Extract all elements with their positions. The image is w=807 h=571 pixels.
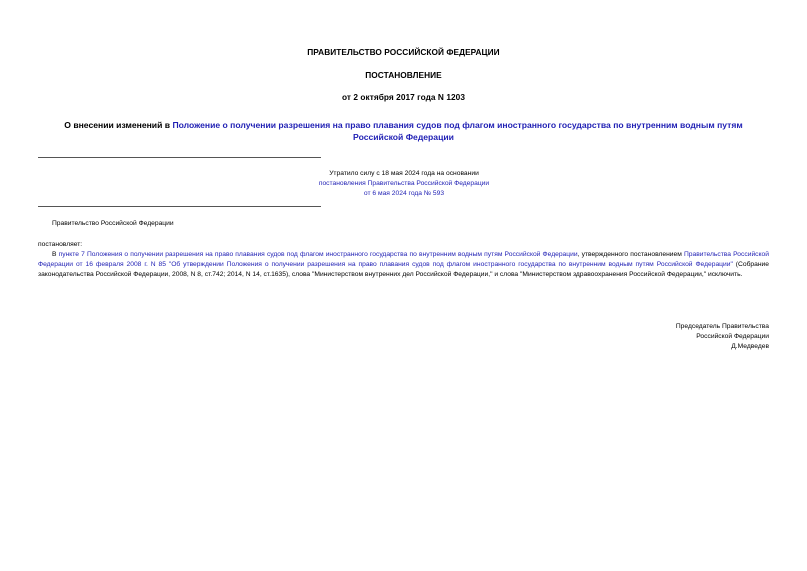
date-number: от 2 октября 2017 года N 1203	[342, 92, 465, 102]
expired-note-line: Утратило силу с 18 мая 2024 года на основании	[329, 170, 479, 177]
expired-note-link-1[interactable]: постановления Правительства Российской Федерации	[318, 180, 490, 187]
paragraph-start: В	[52, 251, 59, 258]
signature-block	[676, 322, 769, 352]
expired-note-link-2[interactable]: от 6 мая 2024 года № 593	[363, 190, 445, 197]
signature-position: Председатель Правительства	[675, 323, 769, 330]
paragraph-end: (Собрание законодательства Российской Федерации, 2008, N 8, ст.742; 2014, N 14, ст.1635), слова "Министерством внутренних дел Российской Федерации," и слова "Министерством здравоохранения Российской Федерации," исключить.	[38, 261, 769, 278]
main-paragraph	[38, 250, 769, 280]
paragraph-link-1[interactable]: пункте 7 Положения о получении разрешения на право плавания судов под флагом иностранного государства по внутренним водным путям Российской Федерации	[58, 251, 578, 258]
issuer-text: Правительство Российской Федерации	[52, 220, 174, 227]
decrees-text: постановляет:	[38, 241, 83, 248]
title-link[interactable]: Положение о получении разрешения на право плавания судов под флагом иностранного государства по внутренним водным путям Российской Федерации	[172, 120, 743, 142]
paragraph-mid: , утвержденного постановлением	[577, 251, 684, 258]
divider-top	[38, 157, 321, 158]
paragraph-link-2[interactable]: Правительства Российской Федерации от 16 февраля 2008 г. N 85 "Об утверждении Положения о получении разрешения на право плавания судов под флагом иностранного государства по внутренним водным путям Российской Федерации"	[38, 251, 769, 268]
expired-note	[290, 169, 518, 199]
signature-country: Российской Федерации	[696, 333, 769, 340]
government-heading: ПРАВИТЕЛЬСТВО РОССИЙСКОЙ ФЕДЕРАЦИИ	[307, 47, 500, 57]
title-prefix: О внесении изменений в	[64, 120, 173, 130]
document-title	[40, 120, 767, 143]
divider-bottom	[38, 206, 321, 207]
doc-type-heading: ПОСТАНОВЛЕНИЕ	[365, 70, 442, 80]
signature-name: Д.Медведев	[731, 343, 769, 350]
